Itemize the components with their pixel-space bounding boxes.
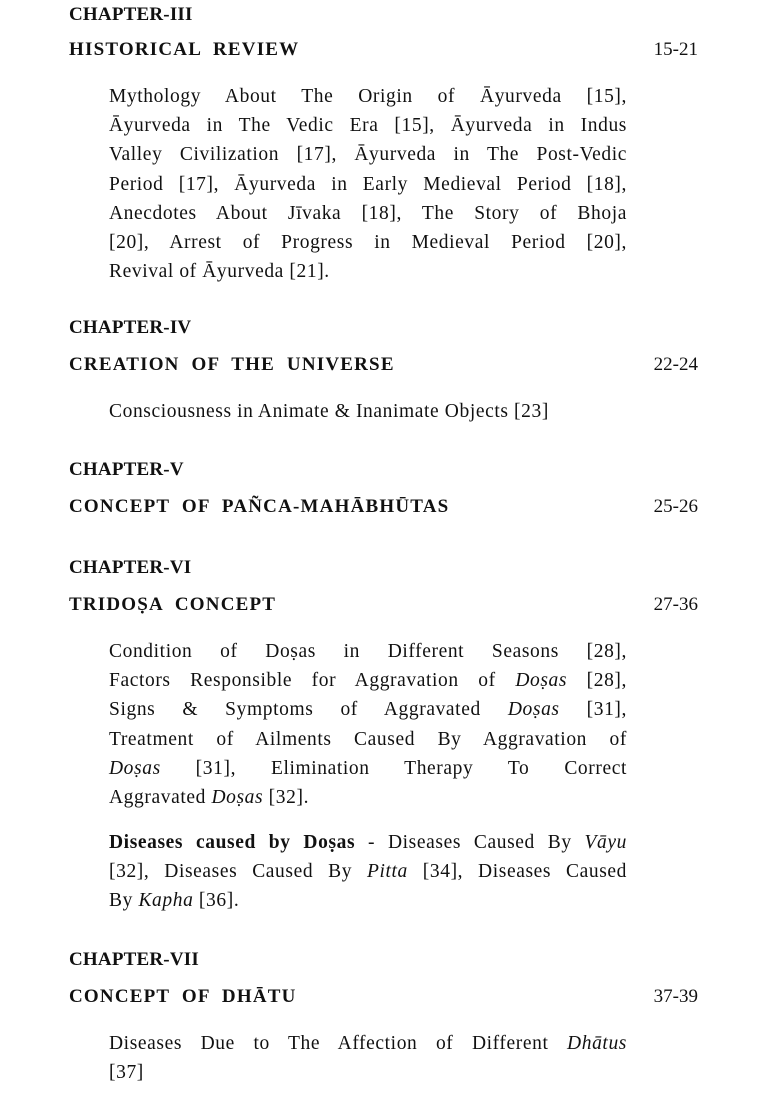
description-line: Period [17], Āyurveda in Early Medieval Period [18], [109,173,627,195]
chapter-description [109,637,627,812]
description-line: Condition of Doṣas in Different Seasons [28], [109,641,627,662]
chapter-pages: 27-36 [653,594,698,615]
chapter-title: HISTORICAL REVIEW [69,39,300,60]
description-line: Factors Responsible for Aggravation of Doṣas [28], [109,670,627,692]
chapter-label: CHAPTER-VI [69,557,192,578]
chapter-label: CHAPTER-IV [69,317,192,338]
chapter-description [109,397,627,426]
chapter-subsection [109,828,627,916]
description-line: Consciousness in Animate & Inanimate Objects [23] [109,401,549,422]
description-line: Aggravated Doṣas [32]. [109,787,310,809]
chapter-pages: 15-21 [653,39,698,60]
description-line: Doṣas [31], Elimination Therapy To Correct [109,757,627,779]
chapter-description [109,1029,627,1087]
description-line: Signs & Symptoms of Aggravated Doṣas [31], [109,699,628,721]
description-line: [37] [109,1062,144,1084]
chapter-label: CHAPTER-V [69,459,184,480]
subsection-line: By Kapha [36]. [109,890,240,912]
chapter-title: CONCEPT OF PAÑCA-MAHĀBHŪTAS [69,496,450,517]
description-line: Treatment of Ailments Caused By Aggravation of [109,728,627,750]
chapter-label: CHAPTER-III [69,4,193,25]
description-line: Mythology About The Origin of Āyurveda [15], [109,86,627,107]
subsection-text: - Diseases Caused By Vāyu [355,832,628,853]
subsection-line [109,828,627,857]
chapter-description [109,82,627,286]
chapter-title: TRIDOṢA CONCEPT [69,594,277,615]
chapter-pages: 37-39 [653,986,698,1007]
chapter-label: CHAPTER-VII [69,949,199,970]
chapter-title: CONCEPT OF DHĀTU [69,986,297,1007]
chapter-pages: 25-26 [653,496,698,517]
chapter-pages: 22-24 [653,354,698,375]
chapter-title: CREATION OF THE UNIVERSE [69,354,395,375]
subsection-heading: Diseases caused by Doṣas [109,832,356,853]
subsection-line: [32], Diseases Caused By Pitta [34], Diseases Caused [109,861,627,883]
description-line: [20], Arrest of Progress in Medieval Period [20], [109,232,627,254]
description-line: Revival of Āyurveda [21]. [109,261,330,283]
description-line: Valley Civilization [17], Āyurveda in The Post-Vedic [109,144,627,166]
description-line: Diseases Due to The Affection of Different Dhātus [109,1033,627,1054]
description-line: Āyurveda in The Vedic Era [15], Āyurveda in Indus [109,115,627,137]
description-line: Anecdotes About Jīvaka [18], The Story of Bhoja [109,202,627,224]
